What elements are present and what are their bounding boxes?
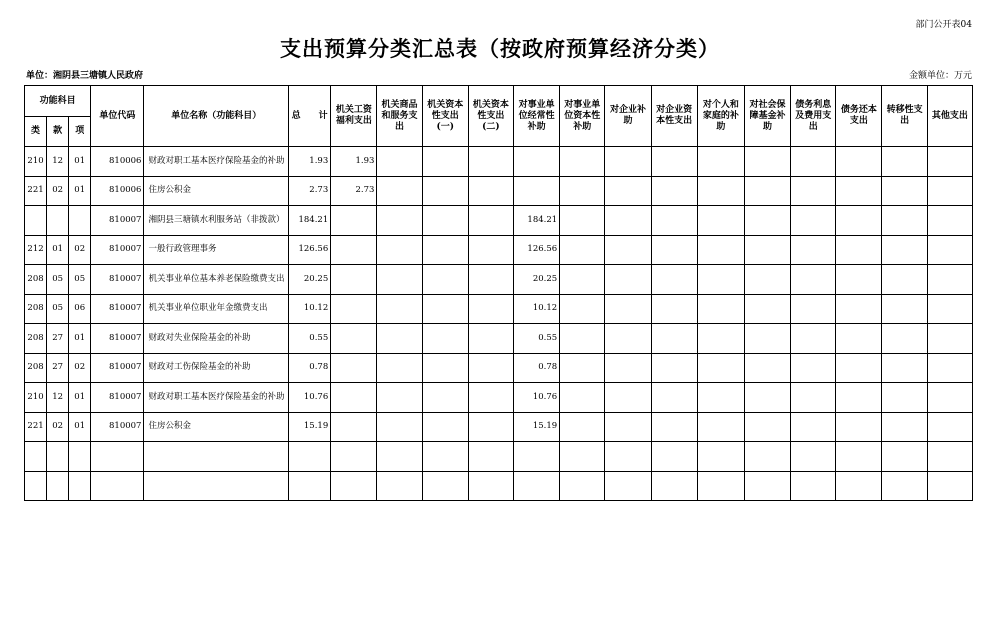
budget-table	[24, 85, 973, 501]
cell-institution-subsidy: 126.56	[513, 235, 559, 265]
cell-lei	[25, 471, 47, 501]
cell-empty	[422, 147, 468, 177]
cell-empty	[791, 265, 836, 295]
cell-empty	[605, 383, 651, 413]
cell-kuan	[47, 471, 69, 501]
cell-empty	[744, 442, 790, 472]
header-col: 对企业补助	[605, 86, 651, 147]
header-col: 机关资本性支出(二)	[468, 86, 513, 147]
cell-empty	[836, 442, 882, 472]
cell-lei: 208	[25, 265, 47, 295]
cell-xiang: 01	[69, 176, 91, 206]
cell-unit-code: 810007	[91, 206, 144, 236]
cell-empty	[651, 324, 697, 354]
cell-empty	[697, 471, 744, 501]
table-row	[25, 147, 973, 177]
cell-kuan: 05	[47, 265, 69, 295]
cell-empty	[927, 471, 972, 501]
cell-empty	[791, 383, 836, 413]
cell-unit-code	[91, 471, 144, 501]
cell-empty	[697, 442, 744, 472]
cell-empty	[560, 471, 605, 501]
cell-empty	[422, 471, 468, 501]
cell-unit-code: 810007	[91, 235, 144, 265]
cell-empty	[605, 147, 651, 177]
cell-empty	[651, 294, 697, 324]
cell-wages	[331, 353, 377, 383]
cell-lei	[25, 442, 47, 472]
cell-institution-subsidy: 0.78	[513, 353, 559, 383]
cell-empty	[791, 412, 836, 442]
cell-empty	[882, 383, 927, 413]
cell-empty	[651, 235, 697, 265]
cell-empty	[927, 294, 972, 324]
cell-empty	[836, 206, 882, 236]
cell-empty	[468, 442, 513, 472]
cell-xiang: 01	[69, 147, 91, 177]
cell-xiang	[69, 471, 91, 501]
table-row	[25, 442, 973, 472]
cell-empty	[422, 176, 468, 206]
cell-empty	[697, 176, 744, 206]
cell-wages	[331, 235, 377, 265]
cell-empty	[927, 147, 972, 177]
cell-xiang: 01	[69, 383, 91, 413]
header-lei: 类	[25, 117, 47, 147]
cell-empty	[560, 353, 605, 383]
cell-unit-name	[144, 442, 289, 472]
cell-empty	[791, 471, 836, 501]
cell-empty	[605, 353, 651, 383]
cell-wages	[331, 383, 377, 413]
cell-empty	[927, 412, 972, 442]
cell-empty	[468, 471, 513, 501]
cell-unit-name: 财政对职工基本医疗保险基金的补助	[144, 147, 289, 177]
cell-empty	[927, 265, 972, 295]
cell-empty	[560, 147, 605, 177]
header-func-subject: 功能科目	[25, 86, 91, 117]
cell-unit-name: 机关事业单位职业年金缴费支出	[144, 294, 289, 324]
cell-empty	[836, 471, 882, 501]
cell-empty	[605, 176, 651, 206]
unit-label: 单位：湘阴县三塘镇人民政府	[26, 71, 144, 81]
cell-empty	[882, 353, 927, 383]
cell-total: 10.12	[289, 294, 331, 324]
cell-empty	[927, 442, 972, 472]
cell-unit-code: 810007	[91, 294, 144, 324]
cell-unit-name: 一般行政管理事务	[144, 235, 289, 265]
cell-lei: 221	[25, 176, 47, 206]
header-col: 对事业单位经常性补助	[513, 86, 559, 147]
cell-empty	[651, 353, 697, 383]
header-col: 对事业单位资本性补助	[560, 86, 605, 147]
cell-kuan	[47, 206, 69, 236]
cell-lei: 208	[25, 353, 47, 383]
cell-empty	[468, 412, 513, 442]
header-unit-name: 单位名称（功能科目）	[144, 86, 289, 147]
cell-empty	[744, 206, 790, 236]
cell-xiang	[69, 442, 91, 472]
cell-xiang: 02	[69, 353, 91, 383]
cell-empty	[836, 265, 882, 295]
cell-unit-code: 810006	[91, 147, 144, 177]
table-body	[25, 147, 973, 501]
cell-empty	[605, 265, 651, 295]
cell-empty	[697, 412, 744, 442]
cell-empty	[651, 206, 697, 236]
cell-total: 2.73	[289, 176, 331, 206]
cell-total: 126.56	[289, 235, 331, 265]
cell-empty	[422, 294, 468, 324]
cell-kuan: 12	[47, 383, 69, 413]
cell-institution-subsidy	[513, 176, 559, 206]
table-row	[25, 412, 973, 442]
cell-empty	[651, 176, 697, 206]
cell-empty	[651, 383, 697, 413]
money-unit-label: 金额单位：万元	[908, 71, 972, 81]
cell-empty	[422, 442, 468, 472]
cell-empty	[560, 206, 605, 236]
cell-unit-code: 810007	[91, 265, 144, 295]
cell-empty	[560, 442, 605, 472]
cell-empty	[422, 235, 468, 265]
table-row	[25, 206, 973, 236]
cell-unit-name: 住房公积金	[144, 412, 289, 442]
cell-empty	[605, 324, 651, 354]
header-kuan: 款	[47, 117, 69, 147]
cell-lei: 210	[25, 383, 47, 413]
cell-empty	[791, 176, 836, 206]
header-col: 对社会保障基金补助	[744, 86, 790, 147]
cell-unit-name: 机关事业单位基本养老保险缴费支出	[144, 265, 289, 295]
cell-unit-name	[144, 471, 289, 501]
cell-empty	[882, 471, 927, 501]
table-row	[25, 471, 973, 501]
cell-empty	[744, 265, 790, 295]
cell-unit-name: 财政对工伤保险基金的补助	[144, 353, 289, 383]
cell-empty	[882, 206, 927, 236]
cell-empty	[791, 235, 836, 265]
cell-total: 1.93	[289, 147, 331, 177]
doc-code: 部门公开表04	[915, 20, 972, 30]
cell-empty	[422, 324, 468, 354]
header-col: 其他支出	[927, 86, 972, 147]
cell-empty	[651, 471, 697, 501]
cell-lei: 212	[25, 235, 47, 265]
cell-empty	[605, 471, 651, 501]
cell-wages	[331, 442, 377, 472]
cell-empty	[697, 353, 744, 383]
cell-empty	[605, 412, 651, 442]
cell-empty	[744, 294, 790, 324]
cell-empty	[791, 147, 836, 177]
header-col: 债务还本支出	[836, 86, 882, 147]
cell-institution-subsidy	[513, 147, 559, 177]
cell-empty	[468, 265, 513, 295]
cell-empty	[560, 294, 605, 324]
cell-empty	[882, 412, 927, 442]
cell-kuan: 02	[47, 412, 69, 442]
cell-empty	[791, 294, 836, 324]
cell-empty	[882, 294, 927, 324]
cell-kuan: 12	[47, 147, 69, 177]
cell-lei: 210	[25, 147, 47, 177]
cell-unit-name: 住房公积金	[144, 176, 289, 206]
cell-empty	[377, 235, 422, 265]
cell-empty	[560, 324, 605, 354]
cell-institution-subsidy: 184.21	[513, 206, 559, 236]
cell-unit-name: 财政对职工基本医疗保险基金的补助	[144, 383, 289, 413]
cell-wages	[331, 294, 377, 324]
cell-empty	[422, 206, 468, 236]
table-header	[25, 86, 973, 147]
cell-empty	[836, 412, 882, 442]
cell-empty	[605, 442, 651, 472]
header-col: 对个人和家庭的补助	[697, 86, 744, 147]
cell-empty	[422, 265, 468, 295]
cell-empty	[377, 324, 422, 354]
cell-wages	[331, 324, 377, 354]
cell-empty	[422, 412, 468, 442]
cell-unit-code: 810007	[91, 383, 144, 413]
cell-empty	[468, 383, 513, 413]
cell-empty	[744, 324, 790, 354]
table-row	[25, 235, 973, 265]
cell-lei	[25, 206, 47, 236]
cell-empty	[882, 235, 927, 265]
header-col: 对企业资本性支出	[651, 86, 697, 147]
cell-institution-subsidy: 10.76	[513, 383, 559, 413]
cell-empty	[697, 265, 744, 295]
cell-kuan: 01	[47, 235, 69, 265]
table-row	[25, 265, 973, 295]
header-col: 机关资本性支出(一)	[422, 86, 468, 147]
cell-empty	[697, 147, 744, 177]
table-row	[25, 324, 973, 354]
cell-total: 184.21	[289, 206, 331, 236]
cell-empty	[651, 265, 697, 295]
cell-institution-subsidy: 15.19	[513, 412, 559, 442]
cell-xiang	[69, 206, 91, 236]
cell-empty	[605, 235, 651, 265]
cell-total: 0.55	[289, 324, 331, 354]
header-unit-code: 单位代码	[91, 86, 144, 147]
header-xiang: 项	[69, 117, 91, 147]
cell-empty	[377, 353, 422, 383]
table-row	[25, 176, 973, 206]
cell-wages	[331, 471, 377, 501]
cell-empty	[377, 176, 422, 206]
table-row	[25, 353, 973, 383]
cell-empty	[560, 383, 605, 413]
cell-empty	[468, 235, 513, 265]
cell-lei: 208	[25, 294, 47, 324]
cell-empty	[927, 324, 972, 354]
cell-empty	[468, 324, 513, 354]
cell-empty	[744, 235, 790, 265]
cell-institution-subsidy: 0.55	[513, 324, 559, 354]
cell-empty	[377, 206, 422, 236]
cell-unit-code: 810007	[91, 324, 144, 354]
cell-kuan: 27	[47, 324, 69, 354]
cell-wages	[331, 412, 377, 442]
cell-empty	[651, 412, 697, 442]
cell-empty	[744, 383, 790, 413]
cell-empty	[377, 471, 422, 501]
cell-empty	[651, 442, 697, 472]
header-total: 总 计	[289, 86, 331, 147]
header-col: 转移性支出	[882, 86, 927, 147]
cell-empty	[927, 235, 972, 265]
cell-lei: 221	[25, 412, 47, 442]
cell-xiang: 05	[69, 265, 91, 295]
cell-xiang: 02	[69, 235, 91, 265]
cell-unit-name: 湘阴县三塘镇水利服务站（非拨款）	[144, 206, 289, 236]
cell-empty	[882, 442, 927, 472]
cell-empty	[791, 442, 836, 472]
cell-institution-subsidy	[513, 442, 559, 472]
cell-empty	[836, 324, 882, 354]
table-row	[25, 383, 973, 413]
cell-empty	[836, 147, 882, 177]
cell-xiang: 06	[69, 294, 91, 324]
cell-empty	[422, 383, 468, 413]
cell-empty	[882, 265, 927, 295]
cell-empty	[697, 235, 744, 265]
cell-empty	[651, 147, 697, 177]
cell-unit-code	[91, 442, 144, 472]
cell-empty	[377, 383, 422, 413]
cell-empty	[697, 383, 744, 413]
cell-empty	[882, 324, 927, 354]
cell-empty	[697, 206, 744, 236]
header-col: 债务利息及费用支出	[791, 86, 836, 147]
cell-empty	[560, 235, 605, 265]
cell-empty	[468, 206, 513, 236]
table-row	[25, 294, 973, 324]
cell-kuan: 27	[47, 353, 69, 383]
cell-unit-code: 810007	[91, 412, 144, 442]
cell-empty	[560, 176, 605, 206]
cell-total	[289, 442, 331, 472]
cell-empty	[836, 176, 882, 206]
cell-total: 15.19	[289, 412, 331, 442]
cell-empty	[836, 353, 882, 383]
cell-kuan: 05	[47, 294, 69, 324]
cell-xiang: 01	[69, 324, 91, 354]
cell-empty	[377, 442, 422, 472]
cell-empty	[468, 176, 513, 206]
cell-institution-subsidy: 10.12	[513, 294, 559, 324]
cell-kuan: 02	[47, 176, 69, 206]
cell-empty	[791, 324, 836, 354]
cell-empty	[744, 147, 790, 177]
cell-empty	[697, 324, 744, 354]
cell-empty	[927, 176, 972, 206]
cell-empty	[560, 265, 605, 295]
cell-empty	[377, 412, 422, 442]
cell-xiang: 01	[69, 412, 91, 442]
cell-empty	[791, 353, 836, 383]
cell-empty	[377, 265, 422, 295]
cell-empty	[744, 353, 790, 383]
cell-institution-subsidy	[513, 471, 559, 501]
header-col: 机关工资福利支出	[331, 86, 377, 147]
cell-wages: 1.93	[331, 147, 377, 177]
cell-empty	[927, 206, 972, 236]
cell-empty	[836, 235, 882, 265]
cell-empty	[605, 294, 651, 324]
cell-unit-code: 810006	[91, 176, 144, 206]
cell-unit-name: 财政对失业保险基金的补助	[144, 324, 289, 354]
cell-total: 10.76	[289, 383, 331, 413]
header-col: 机关商品和服务支出	[377, 86, 422, 147]
cell-empty	[836, 294, 882, 324]
cell-empty	[836, 383, 882, 413]
cell-empty	[744, 412, 790, 442]
cell-empty	[377, 147, 422, 177]
cell-empty	[560, 412, 605, 442]
cell-empty	[605, 206, 651, 236]
cell-empty	[744, 176, 790, 206]
cell-empty	[377, 294, 422, 324]
cell-unit-code: 810007	[91, 353, 144, 383]
cell-empty	[927, 353, 972, 383]
cell-empty	[882, 147, 927, 177]
page-title: 支出预算分类汇总表（按政府预算经济分类）	[280, 36, 720, 61]
cell-empty	[468, 147, 513, 177]
cell-institution-subsidy: 20.25	[513, 265, 559, 295]
cell-empty	[744, 471, 790, 501]
cell-empty	[697, 294, 744, 324]
cell-kuan	[47, 442, 69, 472]
cell-empty	[422, 353, 468, 383]
cell-empty	[882, 176, 927, 206]
cell-wages	[331, 265, 377, 295]
cell-wages	[331, 206, 377, 236]
cell-empty	[468, 353, 513, 383]
cell-wages: 2.73	[331, 176, 377, 206]
cell-empty	[791, 206, 836, 236]
cell-empty	[927, 383, 972, 413]
cell-total: 0.78	[289, 353, 331, 383]
cell-empty	[468, 294, 513, 324]
cell-total	[289, 471, 331, 501]
cell-lei: 208	[25, 324, 47, 354]
cell-total: 20.25	[289, 265, 331, 295]
